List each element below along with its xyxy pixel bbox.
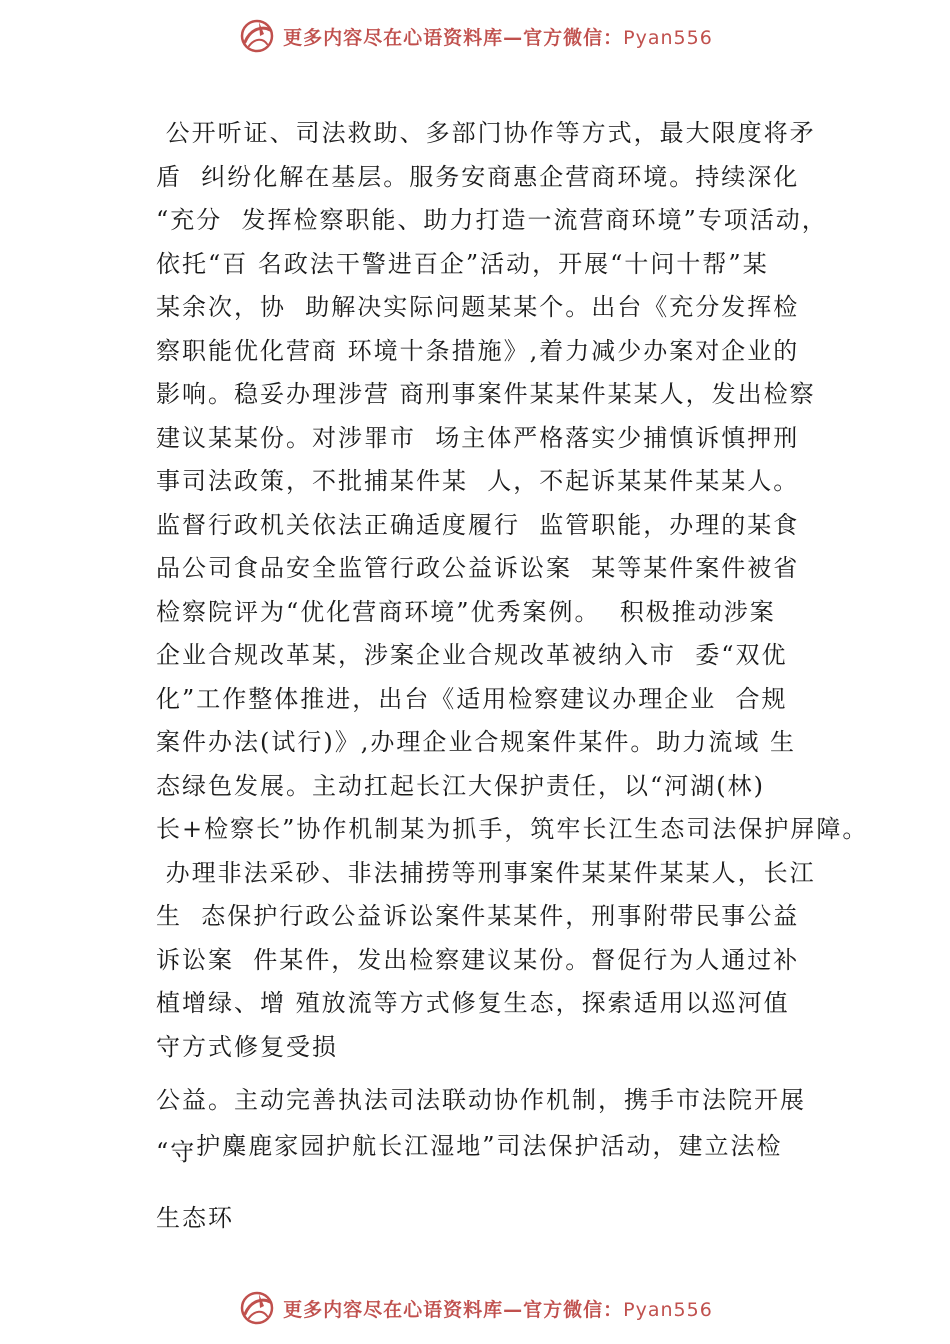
paragraph-line: 公开听证、司法救助、多部门协作等方式，最大限度将矛 (156, 119, 816, 147)
paragraph-line: 建议某某份。对涉罪市 场主体严格落实少捕慎诉慎押刑 (156, 423, 800, 452)
paragraph-line: 长+检察长”协作机制某为抓手，筑牢长江生态司法保护屏障。 (156, 815, 869, 843)
paragraph-line: 事司法政策，不批捕某件某 人，不起诉某某件某某人。 (156, 467, 800, 495)
footer-banner (0, 1286, 950, 1330)
paragraph-line: 植增绿、增 殖放流等方式修复生态，探索适用以巡河值 (156, 989, 790, 1017)
paragraph-line: 检察院评为“优化营商环境”优秀案例。 积极推动涉案 (156, 597, 776, 626)
banner-text: 更多内容尽在心语资料库—官方微信：Pyan556 (283, 26, 713, 49)
paragraph-line: 办理非法采砂、非法捕捞等刑事案件某某件某某人，长江 (156, 858, 816, 887)
paragraph-line: 察职能优化营商 环境十条措施》,着力减少办案对企业的 (156, 336, 800, 365)
paragraph-line: 诉讼案 件某件，发出检察建议某份。督促行为人通过补 (156, 945, 800, 974)
paragraph-line: 化”工作整体推进，出台《适用检察建议办理企业 合规 (156, 684, 788, 713)
paragraph-line: 品公司食品安全监管行政公益诉讼案 某等某件案件被省 (156, 554, 800, 582)
paragraph-line: 案件办法(试行)》,办理企业合规案件某件。助力流域 生 (156, 728, 796, 756)
paragraph-line: 某余次，协 助解决实际问题某某个。出台《充分发挥检 (156, 293, 800, 321)
raised-quote-prefix: “守 (156, 1138, 197, 1166)
banner-text: 更多内容尽在心语资料库—官方微信：Pyan556 (283, 1298, 713, 1321)
paragraph-line: 依托“百 名政法干警进百企”活动，开展“十问十帮”某 (156, 249, 769, 278)
paragraph-line: 监督行政机关依法正确适度履行 监管职能，办理的某食 (156, 510, 800, 539)
paragraph-line: 盾 纠纷化解在基层。服务安商惠企营商环境。持续深化 (156, 162, 800, 191)
paragraph-line: 企业合规改革某，涉案企业合规改革被纳入市 委“双优 (156, 641, 788, 669)
paragraph-line: “充分 发挥检察职能、助力打造一流营商环境”专项活动， (156, 206, 828, 234)
paragraph-line: 影响。稳妥办理涉营 商刑事案件某某件某某人，发出检察 (156, 380, 816, 408)
paragraph-line: 态绿色发展。主动扛起长江大保护责任，以“河湖(林) (156, 771, 765, 800)
red-swirl-logo-icon (237, 1288, 277, 1328)
raised-line-text: 护麋鹿家园护航长江湿地”司法保护活动，建立法检 (196, 1132, 783, 1160)
paragraph-line-tail-3: 生态环 (156, 1204, 234, 1232)
paragraph-line: 生 态保护行政公益诉讼案件某某件，刑事附带民事公益 (156, 902, 800, 930)
paragraph-line: 守方式修复受损 (156, 1032, 338, 1061)
paragraph-line-tail-1: 公益。主动完善执法司法联动协作机制，携手市法院开展 (156, 1086, 806, 1114)
paragraph-line-tail-2 (156, 1132, 783, 1167)
